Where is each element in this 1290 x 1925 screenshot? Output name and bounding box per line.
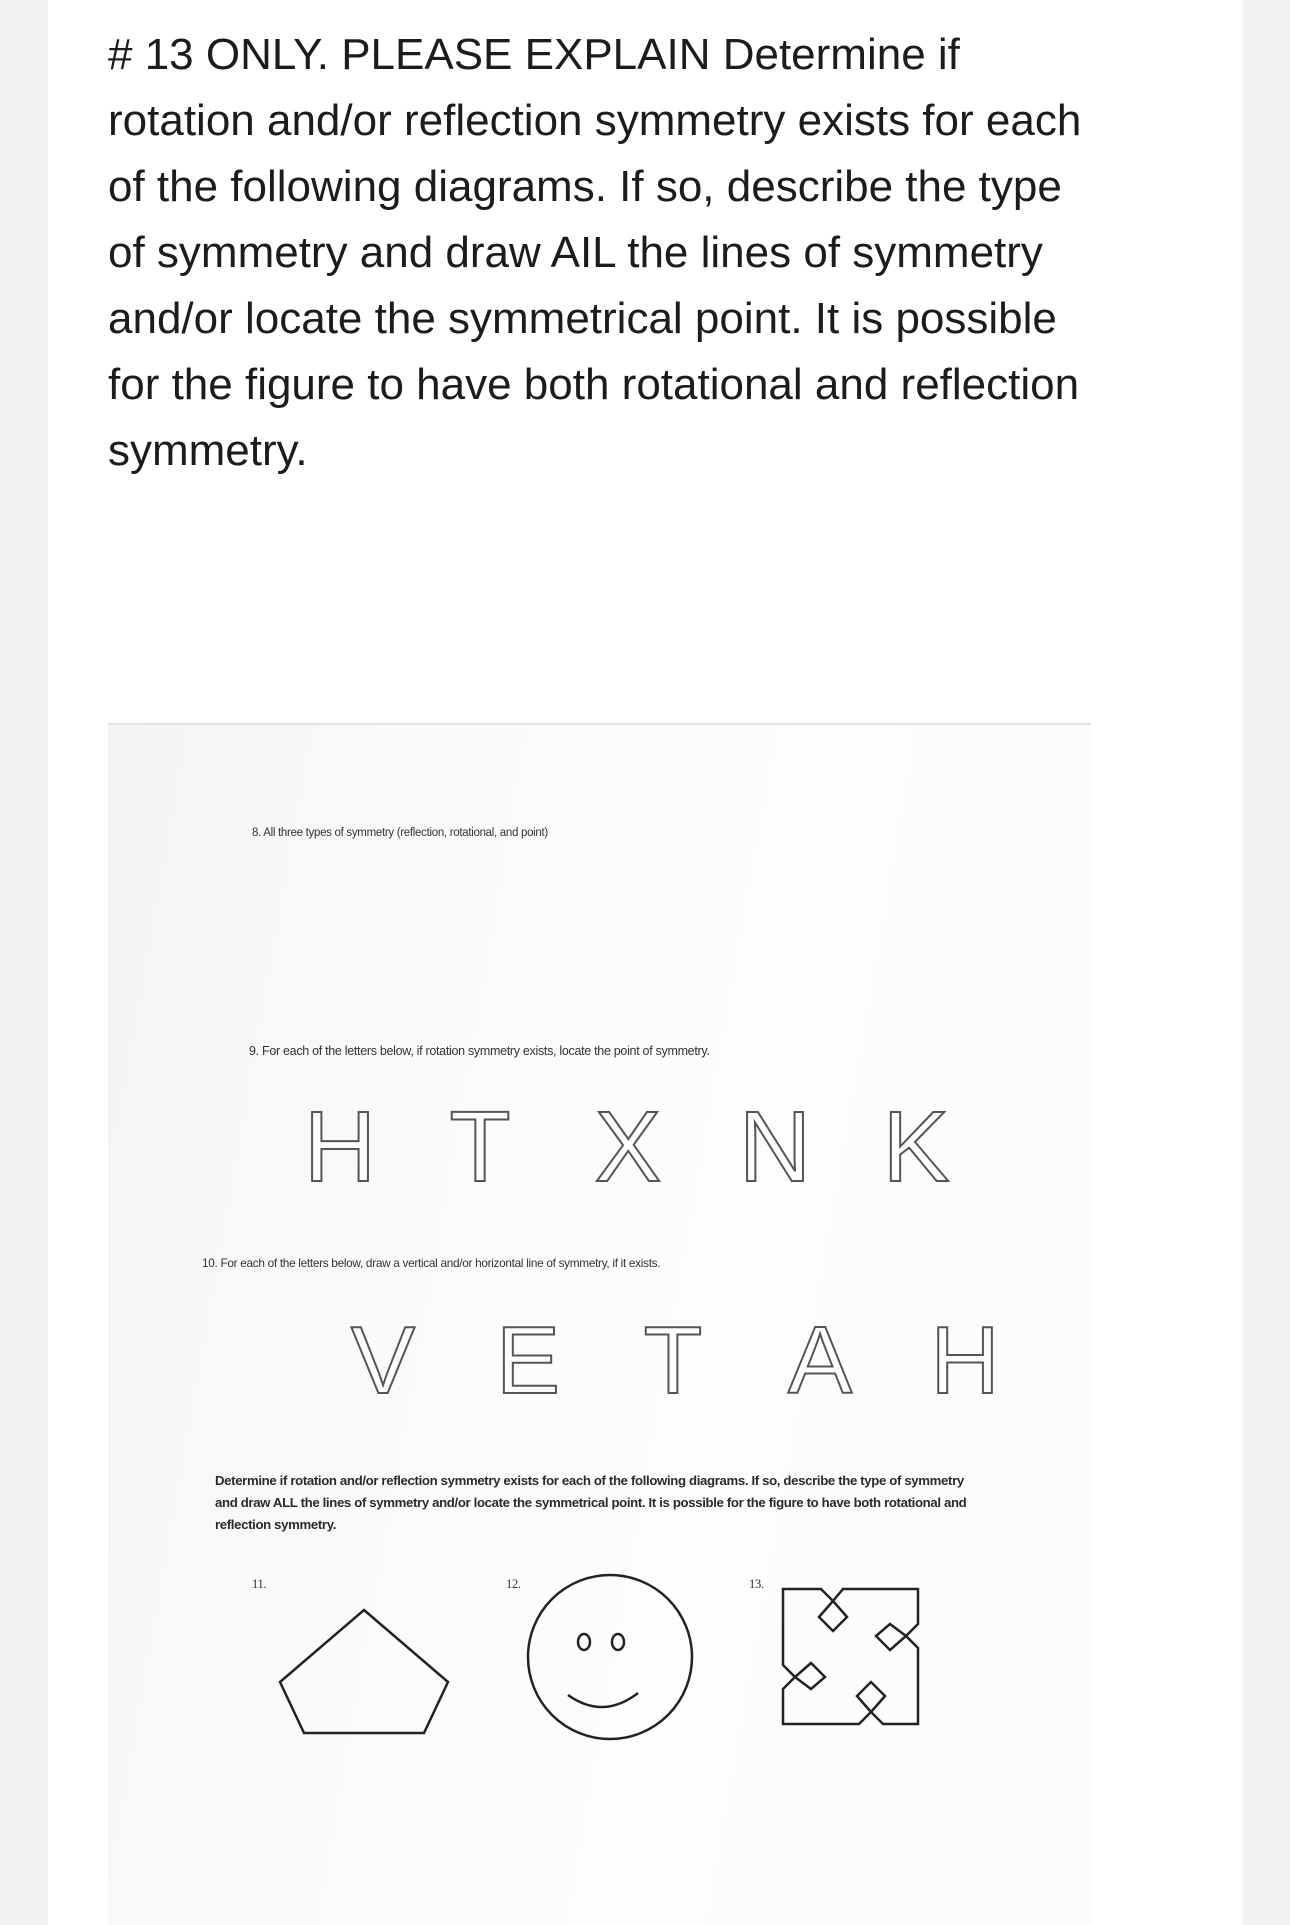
item-8-text: 8. All three types of symmetry (reflection, rotational, and point) — [252, 827, 548, 839]
letter-e: E — [495, 1307, 561, 1414]
letter-h: H — [303, 1091, 377, 1203]
letters-9 — [108, 725, 1091, 1925]
letter-t: T — [643, 1307, 703, 1414]
item-9-text: 9. For each of the letters below, if rotation symmetry exists, locate the point of symmetry. — [249, 1044, 710, 1058]
figure-13-label: 13. — [749, 1577, 764, 1591]
instructions-text: Determine if rotation and/or reflection symmetry exists for each of the following diagrams. If so, describe the type of symmetry and draw ALL the lines of symmetry and/or locate the symmetrical point. It is possible for the figure to have both rotational and reflection symmetry. — [215, 1473, 967, 1532]
letter-t: T — [449, 1091, 511, 1203]
smiley-figure — [528, 1575, 692, 1739]
letter-a: A — [787, 1307, 853, 1414]
letter-k: K — [882, 1091, 950, 1203]
notched-square-figure — [783, 1589, 918, 1724]
letter-n: N — [738, 1091, 812, 1203]
worksheet-image — [108, 725, 1091, 1925]
letter-v: V — [350, 1307, 416, 1414]
letter-x: X — [594, 1091, 662, 1203]
figure-12-label: 12. — [506, 1577, 521, 1591]
item-10-text: 10. For each of the letters below, draw a vertical and/or horizontal line of symmetry, if it exists. — [202, 1256, 661, 1270]
figure-11-label: 11. — [252, 1577, 267, 1591]
letter-h: H — [930, 1307, 1000, 1414]
question-text: # 13 ONLY. PLEASE EXPLAIN Determine if rotation and/or reflection symmetry exists for each of the following diagrams. If so, describe the type of symmetry and draw AIL the lines of symmetry and/or locate the symmetrical point. It is possible for the figure to have both rotational and reflection symmetry. — [108, 30, 1082, 475]
pentagon-figure — [280, 1610, 448, 1733]
